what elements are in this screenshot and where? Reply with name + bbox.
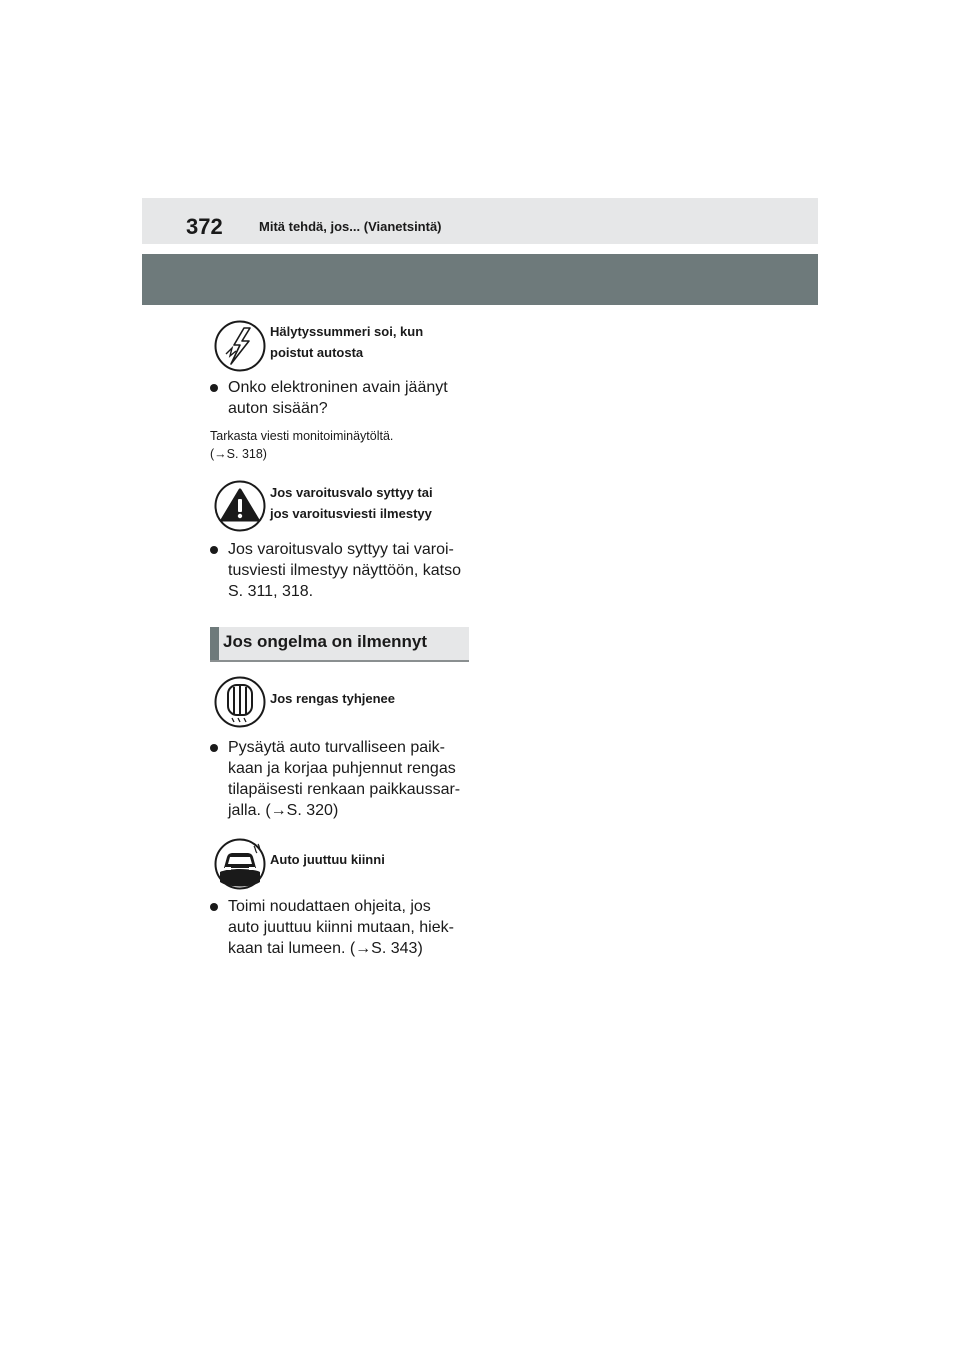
car-stuck-icon [214,838,266,890]
bullet-dot [210,546,218,554]
bullet-dot [210,744,218,752]
stuck-heading: Auto juuttuu kiinni [270,852,385,867]
bullet-dot [210,903,218,911]
alarm-lightning-icon [214,320,266,372]
alarm-heading: Hälytyssummeri soi, kun poistut autosta [270,324,424,360]
chapter-title: Mitä tehdä, jos... (Vianetsintä) [259,219,442,234]
section-heading: Jos ongelma on ilmennyt [210,627,469,662]
section-accent [210,627,219,660]
header-bar [142,198,818,244]
page-number: 372 [186,214,223,239]
alarm-note: Tarkasta viesti monitoiminäytöltä. (→S. 318) [210,429,394,461]
bullet-dot [210,384,218,392]
flat-tire-icon [214,676,266,728]
warning-exclamation-icon [214,480,266,532]
warning-heading: Jos varoitusvalo syttyy tai jos varoitusviesti ilmestyy [270,485,433,521]
tire-heading: Jos rengas tyhjenee [270,691,395,706]
section-band [142,254,818,305]
